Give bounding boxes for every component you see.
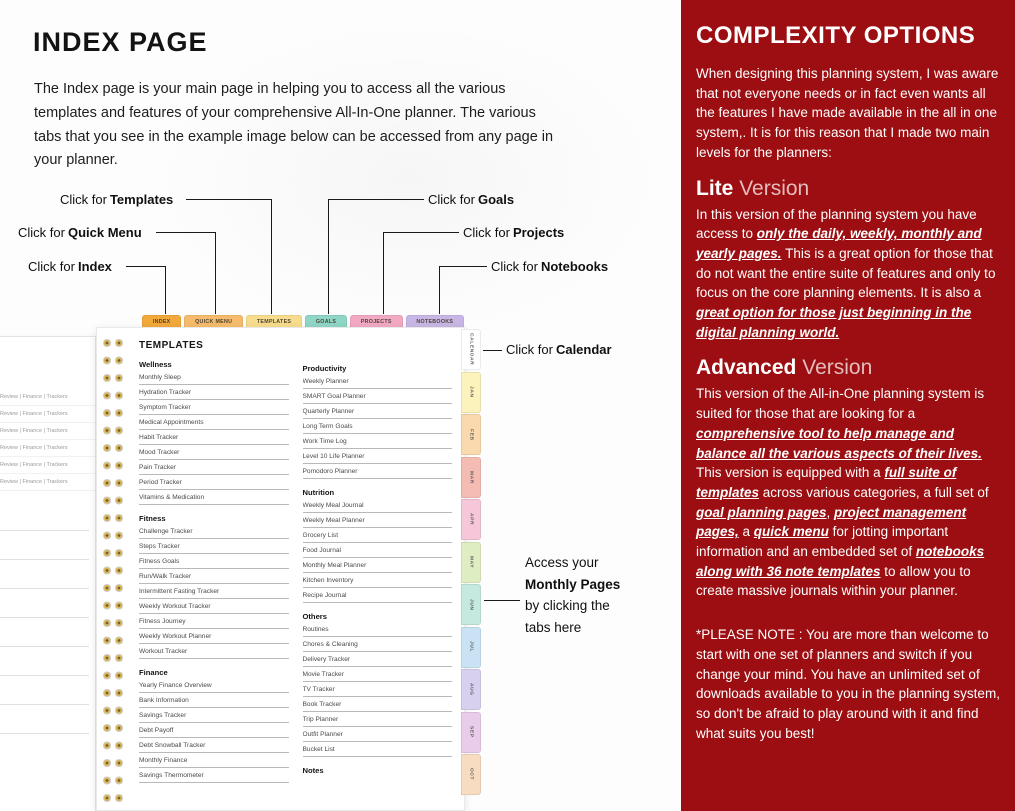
connector-line bbox=[186, 199, 271, 200]
template-item-link[interactable]: Fitness Goals bbox=[139, 554, 289, 569]
section-items bbox=[139, 370, 289, 505]
template-item-link[interactable]: Weekly Meal Planner bbox=[303, 513, 453, 528]
connector-line bbox=[215, 232, 216, 314]
callout-goals bbox=[428, 192, 514, 207]
template-item-link[interactable]: Pain Tracker bbox=[139, 460, 289, 475]
section-items bbox=[303, 498, 453, 603]
advanced-version-heading bbox=[696, 356, 1000, 380]
connector-line bbox=[156, 232, 215, 233]
callout-target: Goals bbox=[477, 192, 515, 207]
planner-tab[interactable]: INDEX bbox=[142, 315, 181, 328]
template-item-link[interactable]: Weekly Workout Tracker bbox=[139, 599, 289, 614]
section-heading: Nutrition bbox=[302, 488, 335, 497]
callout-quick-menu bbox=[18, 225, 142, 240]
stacked-planner-page bbox=[0, 336, 96, 811]
template-item-link[interactable]: Intermittent Fasting Tracker bbox=[139, 584, 289, 599]
callout-calendar bbox=[506, 342, 612, 357]
stacked-rows bbox=[0, 389, 95, 491]
template-item-link[interactable]: Book Tracker bbox=[303, 697, 453, 712]
template-item-link[interactable]: Food Journal bbox=[303, 543, 453, 558]
lite-version-heading bbox=[696, 177, 1000, 201]
planner-top-tabs bbox=[142, 314, 464, 328]
template-item-link[interactable]: Delivery Tracker bbox=[303, 652, 453, 667]
note-line: by clicking the bbox=[525, 598, 610, 614]
month-tab[interactable]: AUG bbox=[461, 669, 481, 710]
section-heading: Fitness bbox=[139, 514, 166, 523]
template-item-link[interactable]: Yearly Finance Overview bbox=[139, 678, 289, 693]
template-item-link[interactable]: Medical Appointments bbox=[139, 415, 289, 430]
template-item-link[interactable]: Challenge Tracker bbox=[139, 524, 289, 539]
callout-prefix: Click for bbox=[28, 259, 75, 274]
month-tab[interactable]: SEP bbox=[461, 712, 481, 753]
template-item-link[interactable]: Debt Payoff bbox=[139, 723, 289, 738]
stacked-ruled-area bbox=[0, 507, 89, 757]
stacked-row: Review | Finance | Trackers bbox=[0, 423, 95, 440]
connector-line bbox=[126, 266, 165, 267]
stacked-row: Review | Finance | Trackers bbox=[0, 440, 95, 457]
lite-heading-light: Version bbox=[739, 176, 810, 200]
template-item-link[interactable]: TV Tracker bbox=[303, 682, 453, 697]
connector-line bbox=[483, 350, 502, 351]
template-item-link[interactable]: Monthly Meal Planner bbox=[303, 558, 453, 573]
callout-index bbox=[28, 259, 112, 274]
callout-target: Projects bbox=[512, 225, 565, 240]
template-item-link[interactable]: Outfit Planner bbox=[303, 727, 453, 742]
stacked-row: Review | Finance | Trackers bbox=[0, 389, 95, 406]
planner-tab[interactable]: TEMPLATES bbox=[246, 315, 302, 328]
callout-target: Templates bbox=[109, 192, 174, 207]
template-item-link[interactable]: SMART Goal Planner bbox=[303, 389, 453, 404]
connector-line bbox=[383, 232, 459, 233]
planner-main-page bbox=[96, 327, 465, 811]
section-others bbox=[303, 612, 453, 757]
stacked-row: Review | Finance | Trackers bbox=[0, 474, 95, 491]
template-item-link[interactable]: Run/Walk Tracker bbox=[139, 569, 289, 584]
template-item-link[interactable]: Debt Snowball Tracker bbox=[139, 738, 289, 753]
month-tab[interactable]: JUN bbox=[461, 584, 481, 625]
connector-line bbox=[439, 266, 487, 267]
connector-line bbox=[165, 266, 166, 314]
connector-line bbox=[328, 199, 424, 200]
template-item-link[interactable]: Vitamins & Medication bbox=[139, 490, 289, 505]
section-productivity bbox=[303, 364, 453, 479]
lite-version-body: In this version of the planning system you have access to only the daily, weekly, monthly and yearly pages. This is a great option for those that do not want the entire suite of features and only to focus on the core planning elements. It is also a great option for those just beginning in the digital planning world. bbox=[696, 206, 996, 340]
planner-page-title: TEMPLATES bbox=[139, 340, 204, 351]
connector-line bbox=[271, 199, 272, 314]
callout-notebooks bbox=[491, 259, 608, 274]
planner-columns bbox=[139, 340, 452, 783]
intro-text: The Index page is your main page in helping you to access all the various templates and features of your comprehensive All-In-One planner. The various tabs that you see in the example image below can be accessed from any page in your planner. bbox=[34, 81, 554, 169]
callout-target: Notebooks bbox=[540, 259, 609, 274]
month-tab[interactable]: JUL bbox=[461, 627, 481, 668]
template-item-link[interactable]: Kitchen Inventory bbox=[303, 573, 453, 588]
callout-prefix: Click for bbox=[60, 192, 107, 207]
callout-prefix: Click for bbox=[491, 259, 538, 274]
complexity-options-panel bbox=[681, 0, 1015, 811]
template-item-link[interactable]: Workout Tracker bbox=[139, 644, 289, 659]
please-note-text: *PLEASE NOTE : You are more than welcome to start with one set of planners and switch if you change your mind. You have an unlimited set of downloads available to you in the planning system, so don't be afraid to play around with it and find what suits you best! bbox=[696, 627, 1000, 741]
month-tab[interactable]: MAY bbox=[461, 542, 481, 583]
section-heading: Productivity bbox=[302, 364, 347, 373]
template-item-link[interactable]: Work Time Log bbox=[303, 434, 453, 449]
month-tab[interactable]: CALENDAR bbox=[461, 329, 481, 370]
section-heading: Notes bbox=[302, 766, 324, 775]
spiral-binding-icon bbox=[100, 334, 126, 804]
template-item-link[interactable]: Level 10 Life Planner bbox=[303, 449, 453, 464]
template-item-link[interactable]: Habit Tracker bbox=[139, 430, 289, 445]
planner-tab[interactable]: GOALS bbox=[305, 315, 347, 328]
template-item-link[interactable]: Weekly Workout Planner bbox=[139, 629, 289, 644]
template-item-link[interactable]: Fitness Journey bbox=[139, 614, 289, 629]
connector-line bbox=[383, 232, 384, 314]
template-item-link[interactable]: Pomodoro Planner bbox=[303, 464, 453, 479]
template-item-link[interactable]: Period Tracker bbox=[139, 475, 289, 490]
section-nutrition bbox=[303, 488, 453, 603]
callout-templates bbox=[60, 192, 173, 207]
section-heading: Others bbox=[302, 612, 327, 621]
panel-intro: When designing this planning system, I was aware that not everyone needs or in fact even wants all the features I have made available in the all in one system,. It is for this reason that I made two main levels for the planners: bbox=[696, 66, 999, 160]
advanced-heading-bold: Advanced bbox=[696, 356, 797, 380]
callout-target: Calendar bbox=[555, 342, 612, 357]
note-line: Access your bbox=[525, 555, 599, 570]
callout-prefix: Click for bbox=[18, 225, 65, 240]
template-item-link[interactable]: Grocery List bbox=[303, 528, 453, 543]
stacked-row: Review | Finance | Trackers bbox=[0, 406, 95, 423]
note-line: tabs here bbox=[525, 619, 582, 635]
month-tab[interactable]: FEB bbox=[461, 414, 481, 455]
section-items bbox=[139, 524, 289, 659]
callout-prefix: Click for bbox=[428, 192, 475, 207]
template-item-link[interactable]: Bucket List bbox=[303, 742, 453, 757]
template-item-link[interactable]: Chores & Cleaning bbox=[303, 637, 453, 652]
page-title: INDEX PAGE bbox=[33, 27, 208, 57]
month-tab[interactable]: APR bbox=[461, 499, 481, 540]
monthly-pages-note bbox=[525, 552, 620, 638]
planner-column-left bbox=[139, 340, 289, 783]
planner-tab[interactable]: PROJECTS bbox=[350, 315, 403, 328]
template-item-link[interactable]: Symptom Tracker bbox=[139, 400, 289, 415]
lite-heading-bold: Lite bbox=[696, 176, 734, 200]
advanced-version-body: This version of the All-in-One planning system is suited for those that are looking for a comprehensive tool to help manage and balance all the various aspects of their lives. This version is equipped with a full suite of templates across various categories, a full set of goal planning pages, project management pages, a quick menu for jotting important information and an embedded set of notebooks along with 36 note templates to allow you to create massive journals within your planner. bbox=[696, 386, 989, 599]
callout-prefix: Click for bbox=[463, 225, 510, 240]
section-heading: Wellness bbox=[139, 360, 172, 369]
connector-line bbox=[328, 199, 329, 314]
template-item-link[interactable]: Savings Tracker bbox=[139, 708, 289, 723]
section-heading: Finance bbox=[139, 668, 168, 677]
connector-line bbox=[484, 600, 520, 601]
template-item-link[interactable]: Weekly Planner bbox=[303, 374, 453, 389]
advanced-heading-light: Version bbox=[802, 356, 873, 380]
template-item-link[interactable]: Hydration Tracker bbox=[139, 385, 289, 400]
callout-target: Index bbox=[77, 259, 112, 274]
section-items bbox=[303, 374, 453, 479]
template-item-link[interactable]: Mood Tracker bbox=[139, 445, 289, 460]
section-wellness bbox=[139, 360, 289, 505]
note-line-bold: Monthly Pages bbox=[525, 576, 621, 592]
month-tab[interactable]: MAR bbox=[461, 457, 481, 498]
planner-tab[interactable]: NOTEBOOKS bbox=[406, 315, 464, 328]
template-item-link[interactable]: Weekly Meal Journal bbox=[303, 498, 453, 513]
section-fitness bbox=[139, 514, 289, 659]
month-tab[interactable]: JAN bbox=[461, 372, 481, 413]
stacked-row: Review | Finance | Trackers bbox=[0, 457, 95, 474]
month-tab[interactable]: OCT bbox=[461, 754, 481, 795]
connector-line bbox=[439, 266, 440, 314]
callout-prefix: Click for bbox=[506, 342, 553, 357]
section-finance bbox=[139, 668, 289, 783]
template-item-link[interactable]: Recipe Journal bbox=[303, 588, 453, 603]
section-notes bbox=[303, 766, 453, 775]
section-items bbox=[139, 678, 289, 783]
template-item-link[interactable]: Long Term Goals bbox=[303, 419, 453, 434]
panel-title: COMPLEXITY OPTIONS bbox=[696, 22, 976, 49]
template-item-link[interactable]: Movie Tracker bbox=[303, 667, 453, 682]
template-item-link[interactable]: Monthly Finance bbox=[139, 753, 289, 768]
callout-projects bbox=[463, 225, 564, 240]
template-item-link[interactable]: Steps Tracker bbox=[139, 539, 289, 554]
template-item-link[interactable]: Quarterly Planner bbox=[303, 404, 453, 419]
month-tabs bbox=[461, 329, 481, 797]
section-items bbox=[303, 622, 453, 757]
template-item-link[interactable]: Bank Information bbox=[139, 693, 289, 708]
template-item-link[interactable]: Savings Thermometer bbox=[139, 768, 289, 783]
template-item-link[interactable]: Routines bbox=[303, 622, 453, 637]
template-item-link[interactable]: Monthly Sleep bbox=[139, 370, 289, 385]
planner-column-right bbox=[303, 340, 453, 783]
callout-target: Quick Menu bbox=[67, 225, 142, 240]
planner-tab[interactable]: QUICK MENU bbox=[184, 315, 243, 328]
template-item-link[interactable]: Trip Planner bbox=[303, 712, 453, 727]
